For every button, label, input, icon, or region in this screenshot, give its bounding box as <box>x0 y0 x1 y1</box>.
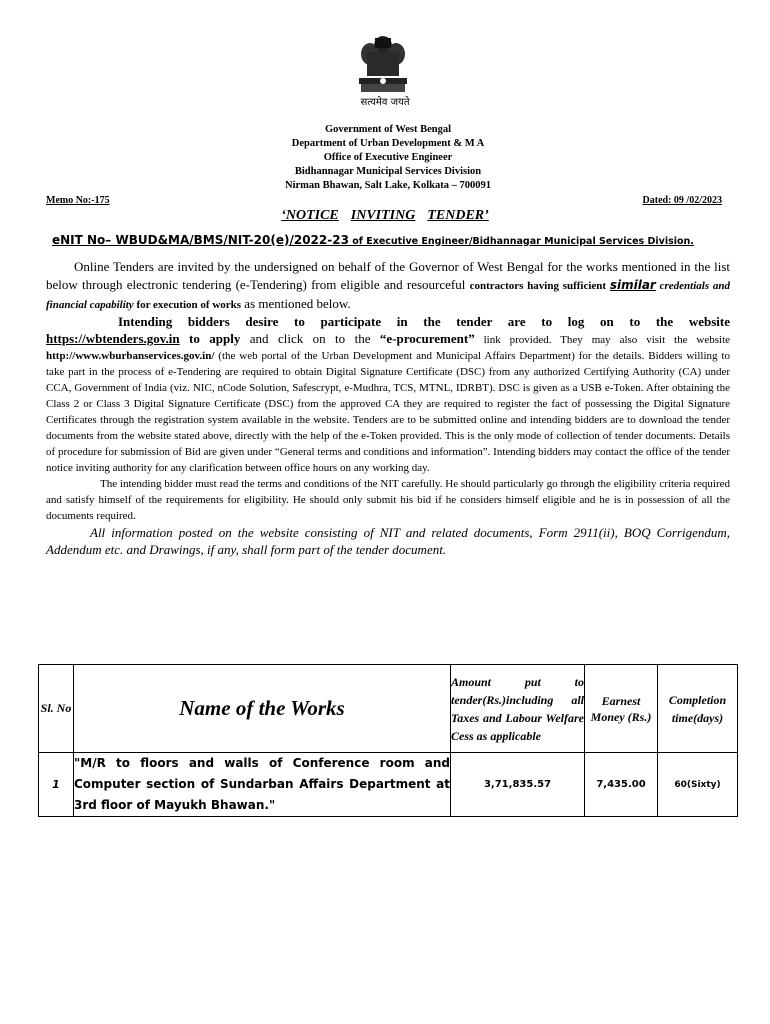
wbtenders-link[interactable]: https://wbtenders.gov.in <box>46 331 180 346</box>
text: as mentioned below. <box>241 296 351 311</box>
text-bold: to apply <box>179 331 241 346</box>
text-bold-italic: credentials and financial capability <box>46 280 730 311</box>
enit-number <box>52 229 694 248</box>
table-row <box>39 753 738 817</box>
text-bold: Intending bidders desire to participate in the tender are to log on to the website <box>118 314 730 329</box>
office-line: Nirman Bhawan, Salt Lake, Kolkata – 700091 <box>285 180 491 191</box>
enit-code: eNIT No– WBUD&MA/BMS/NIT-20(e)/2022-23 <box>52 233 349 247</box>
cell-amount: 3,71,835.57 <box>451 753 585 817</box>
paragraph-terms: The intending bidder must read the terms and conditions of the NIT carefully. He should particularly go through the eligibility criteria required and satisfy himself of the requirements for eligibility. He should only submit his bid if he considers himself eligible and he is in possession of all the documents required. <box>46 478 730 522</box>
cell-sl-no: 1 <box>39 753 74 817</box>
text-bold: “e-procurement” <box>379 331 475 346</box>
cell-earnest-money: 7,435.00 <box>585 753 658 817</box>
text-bold: contractors having sufficient <box>469 280 610 292</box>
cell-completion-time: 60(Sixty) <box>658 753 738 817</box>
cell-name-of-work: "M/R to floors and walls of Conference room and Computer section of Sundarban Affairs Department at 3rd floor of Mayukh Bhawan." <box>74 753 451 817</box>
office-line: Department of Urban Development & M A <box>291 138 485 149</box>
header-sl-no: Sl. No <box>39 665 74 753</box>
title-word: TENDER’ <box>427 208 489 223</box>
text-bold: for execution of works <box>133 299 242 311</box>
memo-date: Dated: 09 /02/2023 <box>642 195 722 206</box>
memo-number: Memo No:-175 <box>46 195 110 206</box>
enit-suffix: of Executive Engineer/Bidhannagar Municipal Services Division. <box>348 236 694 247</box>
table-header-row <box>39 665 738 753</box>
text: Online Tenders are invited by the undersigned on behalf of the Governor of West Bengal for the works mentioned in the list below through electronic tendering (e-Tendering) from eligible and resourceful <box>46 259 730 292</box>
works-table <box>38 664 738 817</box>
header-name-of-works: Name of the Works <box>74 665 451 753</box>
paragraph-bidders <box>46 314 730 476</box>
office-line: Bidhannagar Municipal Services Division <box>294 166 482 177</box>
header-earnest-money: Earnest Money (Rs.) <box>585 665 658 753</box>
office-line: Government of West Bengal <box>324 124 452 135</box>
notice-title <box>0 208 770 224</box>
paragraph-intro <box>46 258 730 314</box>
header-amount: Amount put to tender(Rs.)including all Taxes and Labour Welfare Cess as applicable <box>451 665 585 753</box>
wburbanservices-link[interactable]: http://www.wburbanservices.gov.in/ <box>46 350 215 362</box>
text: (the web portal of the Urban Development and Municipal Affairs Department) for the details. Bidders willing to take part in the process of e-Tendering are required to obtain Digital Signature Certificate (DSC) from any authorized Certifying Authority (CA) under CCA, Government of India (viz. NIC, nCode Solution, Safescrypt, e-Mudhra, TCS, MTNL, IDRBT). DSC is given as a USB e-Token. After obtaining the Class 2 or Class 3 Digital Signature Certificate (DSC) from the approved CA they are required to register the fact of possessing the Digital Signature Certificates through the registration system available in the website. Tenders are to be submitted online and intending bidders are to download the tender documents from the website stated above, directly with the help of the e-Token provided. This is the only mode of collection of tender documents. Details of procedure for submission of Bid are given under “General terms and conditions and information”. Intending bidders may contact the office of the tender notice inviting authority for any clarification between office hours on any working day. <box>46 350 730 474</box>
text: and click on to the <box>240 331 380 346</box>
title-word: INVITING <box>350 208 416 223</box>
paragraph-information: All information posted on the website consisting of NIT and related documents, Form 2911(ii), BOQ Corrigendum, Addendum etc. and Drawings, if any, shall form part of the tender document. <box>46 525 730 557</box>
text-similar: similar <box>609 278 656 292</box>
text: link provided. They may also visit the website <box>474 334 731 346</box>
office-line: Office of Executive Engineer <box>323 152 453 163</box>
emblem-motto: सत्यमेव जयते <box>360 97 410 108</box>
office-address-block <box>200 123 576 193</box>
title-word: ‘NOTICE <box>281 208 339 223</box>
header-completion-time: Completion time(days) <box>658 665 738 753</box>
notice-body <box>46 258 730 558</box>
